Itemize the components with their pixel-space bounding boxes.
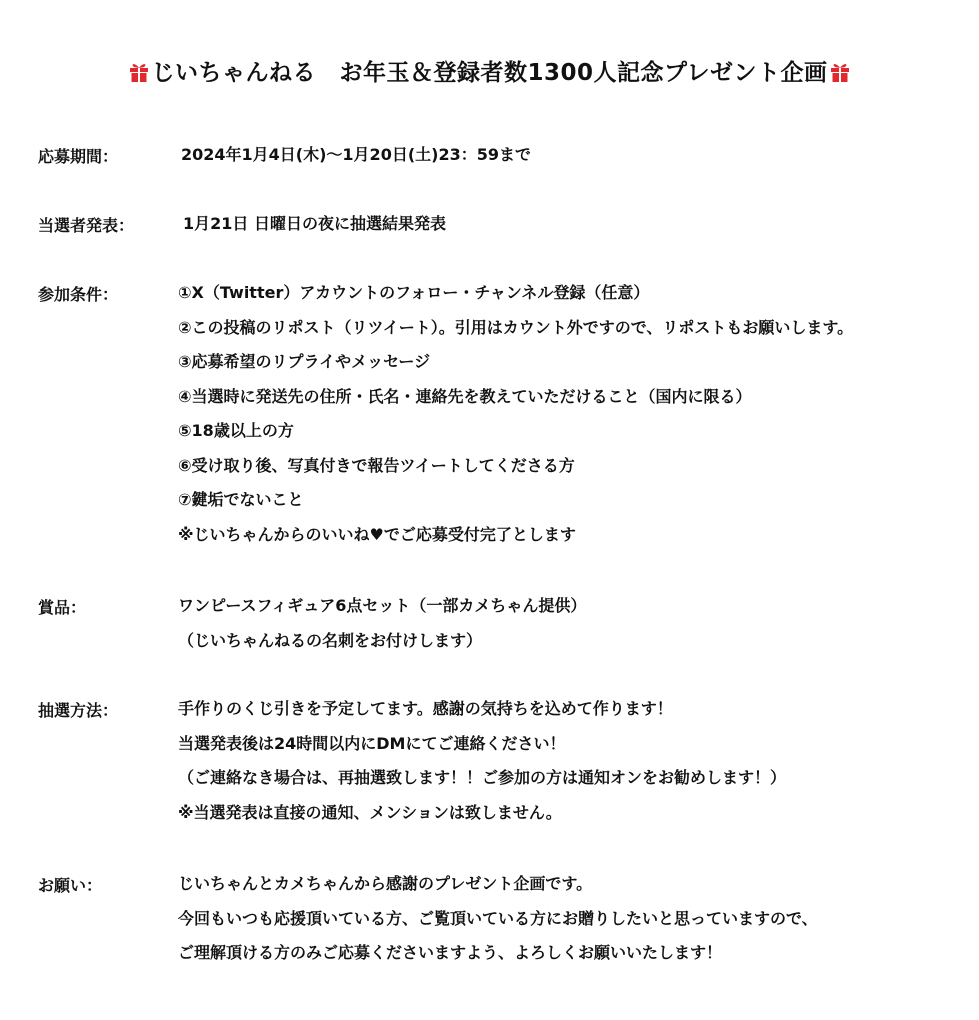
section-line: 2024年1月4日(木)～1月20日(土)23：59まで [181, 145, 531, 164]
section-line: ご理解頂ける方のみご応募くださいますよう、よろしくお願いいたします！ [178, 943, 723, 962]
section-line: ワンピースフィギュア6点セット（一部カメちゃん提供） [178, 596, 587, 615]
section-line: ⑤18歳以上の方 [178, 421, 294, 440]
section-body [178, 873, 818, 977]
section-line: 当選発表後は24時間以内にDMにてご連絡ください！ [178, 733, 566, 753]
section-line: 手作りのくじ引きを予定してます。感謝の気持ちを込めて作ります！ [178, 699, 673, 718]
section-label: 当選者発表： [38, 216, 135, 235]
section-line: ④当選時に発送先の住所・氏名・連絡先を教えていただけること（国内に限る） [178, 386, 752, 406]
section-line: （じいちゃんねるの名刺をお付けします） [178, 630, 483, 650]
section-line: 今回もいつも応援頂いている方、ご覧頂いている方にお贈りしたいと思っていますので、 [178, 908, 818, 928]
gift-icon [830, 61, 850, 83]
section-line: ③応募希望のリプライやメッセージ [178, 352, 431, 371]
section-label: 応募期間： [38, 147, 119, 166]
section-label: 賞品： [38, 598, 87, 617]
section-line: 1月21日 日曜日の夜に抽選結果発表 [183, 214, 446, 233]
page-title [0, 54, 979, 87]
section-line: ⑦鍵垢でないこと [178, 490, 304, 509]
section-label: 抽選方法： [38, 701, 119, 720]
section-body [178, 282, 853, 558]
section-line: ⑥受け取り後、写真付きで報告ツイートしてくださる方 [178, 455, 575, 475]
gift-icon [129, 61, 149, 83]
title-text: じいちゃんねる お年玉＆登録者数1300人記念プレゼント企画 [151, 60, 828, 86]
section-body [178, 698, 786, 836]
section-label: 参加条件： [38, 285, 119, 304]
section-line: じいちゃんとカメちゃんから感謝のプレゼント企画です。 [178, 874, 593, 893]
section-line: （ご連絡なき場合は、再抽選致します！！ご参加の方は通知オンをお勧めします！） [178, 768, 787, 787]
section-body [183, 213, 446, 248]
section-line: ※じいちゃんからのいいね♥でご応募受付完了とします [178, 524, 576, 544]
section-body [178, 595, 586, 664]
section-line: ②この投稿のリポスト（リツイート）。引用はカウント外ですので、リポストもお願いします。 [178, 317, 854, 337]
section-line: ①X（Twitter）アカウントのフォロー・チャンネル登録（任意） [178, 283, 650, 302]
section-line: ※当選発表は直接の通知、メンションは致しません。 [178, 802, 562, 822]
section-body [181, 144, 531, 179]
section-label: お願い： [38, 876, 103, 895]
